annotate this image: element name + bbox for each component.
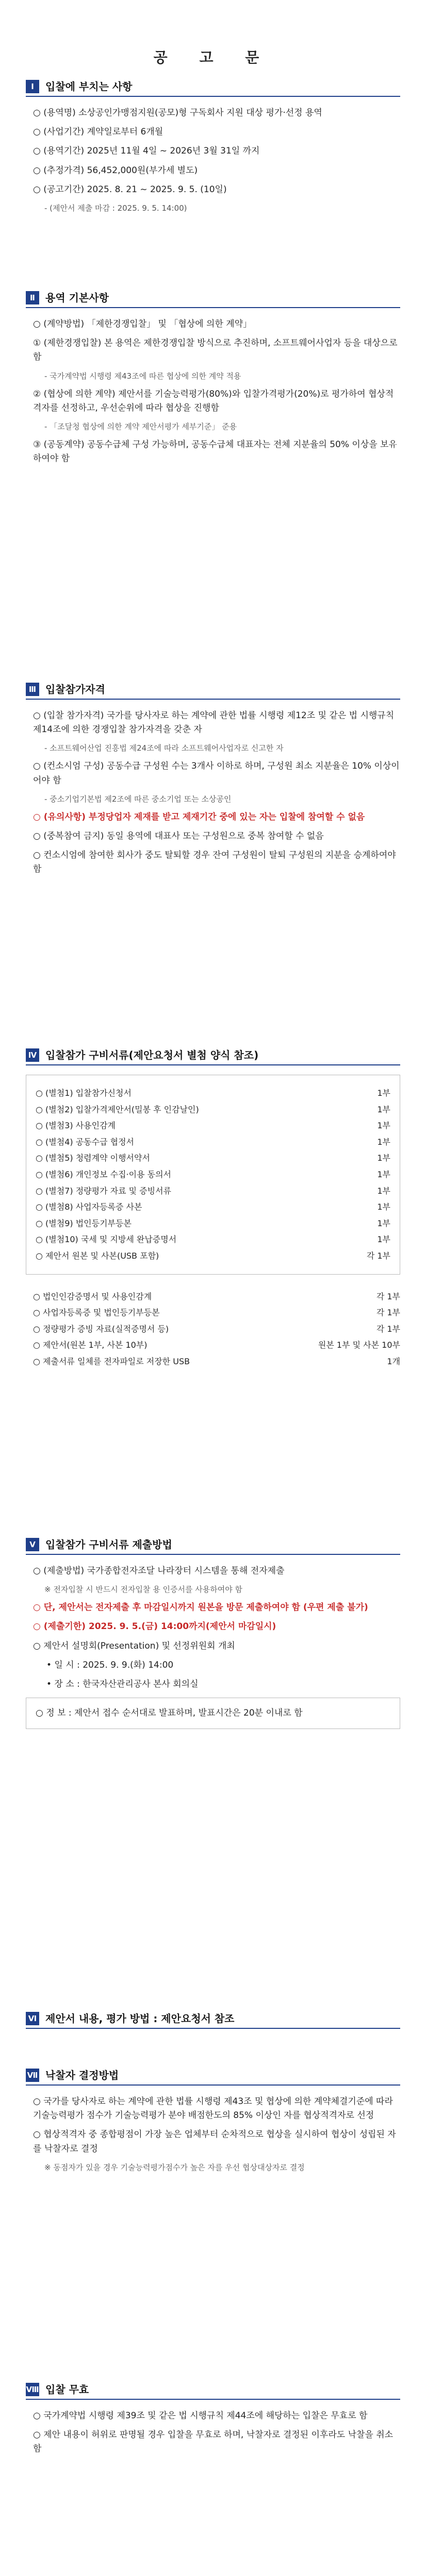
s2-item: ① (제한경쟁입찰) 본 용역은 제한경쟁입찰 방식으로 추진하며, 소프트웨어사업자 등을 대상으로 함 <box>33 338 398 363</box>
doc-qty: 1부 <box>377 1202 390 1212</box>
doc-row <box>36 1119 390 1132</box>
doc-name: ○ 정량평가 증빙 자료(실적증명서 등) <box>33 1324 169 1334</box>
doc-qty: 각 1부 <box>376 1308 400 1318</box>
doc-name: ○ 제출서류 일체를 전자파일로 저장한 USB <box>33 1356 190 1366</box>
doc-row <box>33 1338 400 1352</box>
section-1-number: Ⅰ <box>26 80 39 93</box>
s7-note: ※ 동점자가 있을 경우 기술능력평가점수가 높은 자를 우선 협상대상자로 결정 <box>44 2162 305 2172</box>
section-3-number: Ⅲ <box>26 683 39 696</box>
doc-qty: 1부 <box>377 1121 390 1131</box>
doc-qty: 1부 <box>377 1234 390 1245</box>
doc-name: ○ (별첨8) 사업자등록증 사본 <box>36 1202 142 1212</box>
section-4-number: Ⅳ <box>26 1048 39 1062</box>
section-3-title: 입찰참가자격 <box>45 683 105 696</box>
doc-name: ○ (별첨10) 국세 및 지방세 완납증명서 <box>36 1234 177 1245</box>
doc-name: ○ (별첨9) 법인등기부등본 <box>36 1218 132 1228</box>
section-6-number: Ⅵ <box>26 2012 39 2025</box>
doc-name: ○ (별첨7) 정량평가 자료 및 증빙서류 <box>36 1185 171 1196</box>
section-4-title: 입찰참가 구비서류(제안요청서 별첨 양식 참조) <box>45 1049 259 1061</box>
doc-qty: 1부 <box>377 1088 390 1098</box>
s7-item: ○ 협상적격자 중 종합평점이 가장 높은 업체부터 순차적으로 협상을 실시하여 협상이 성립된 자를 낙찰자로 결정 <box>33 2129 396 2154</box>
section-3 <box>26 680 400 882</box>
section-6 <box>26 2009 400 2038</box>
section-3-header <box>26 680 400 700</box>
section-6-header <box>26 2009 400 2029</box>
s3-item: ○ (중복참여 금지) 동일 용역에 대표사 또는 구성원으로 중복 참여할 수 없음 <box>33 831 324 841</box>
section-8-title: 입찰 무효 <box>45 2383 89 2396</box>
doc-name: ○ (별첨5) 청렴계약 이행서약서 <box>36 1153 150 1163</box>
doc-qty: 1부 <box>377 1218 390 1228</box>
section-8 <box>26 2380 400 2462</box>
section-2-number: Ⅱ <box>26 291 39 304</box>
section-7-number: Ⅶ <box>26 2069 39 2082</box>
s3-note: - 소프트웨어산업 진흥법 제24조에 따라 소프트웨어사업자로 신고한 자 <box>44 743 284 753</box>
s5-item: • 장 소 : 한국자산관리공사 본사 회의실 <box>46 1679 199 1689</box>
doc-name: ○ (별첨4) 공동수급 협정서 <box>36 1137 134 1147</box>
section-7 <box>26 2066 400 2176</box>
s1-item: ○ (추정가격) 56,452,000원(부가세 별도) <box>33 165 198 176</box>
doc-qty: 각 1부 <box>376 1291 400 1301</box>
s2-note: - 국가계약법 시행령 제43조에 따른 협상에 의한 계약 적용 <box>44 371 241 381</box>
s2-item: ② (협상에 의한 계약) 제안서를 기술능력평가(80%)와 입찰가격평가(20%)로 평가하여 협상적격자를 선정하고, 우선순위에 따라 협상을 진행함 <box>33 388 394 413</box>
doc-row <box>33 1355 400 1368</box>
section-2-title: 용역 기본사항 <box>45 292 109 304</box>
section-4 <box>26 1046 400 1371</box>
doc-row <box>33 1290 400 1303</box>
doc-name: ○ (별첨2) 입찰가격제안서(밀봉 후 인감날인) <box>36 1104 199 1114</box>
doc-row <box>36 1249 390 1263</box>
doc-row <box>36 1168 390 1181</box>
doc-qty: 1부 <box>377 1137 390 1147</box>
s5-item: ○ (제출기한) 2025. 9. 5.(금) 14:00까지(제안서 마감일시) <box>33 1621 276 1632</box>
s5-item: ○ 제안서 설명회(Presentation) 및 선정위원회 개최 <box>33 1640 235 1651</box>
s7-item: ○ 국가를 당사자로 하는 계약에 관한 법률 시행령 제43조 및 협상에 의한 계약체결기준에 따라 기술능력평가 점수가 기술능력평가 분야 배점한도의 85% 이상인 자를 협상적격자로 선정 <box>33 2096 393 2121</box>
doc-name: ○ 법인인감증명서 및 사용인감계 <box>33 1291 152 1301</box>
doc-row <box>36 1184 390 1198</box>
s1-item: ○ (사업기간) 계약일로부터 6개월 <box>33 127 163 138</box>
s3-note: - 중소기업기본법 제2조에 따른 중소기업 또는 소상공인 <box>44 794 232 804</box>
section-1-title: 입찰에 부치는 사항 <box>45 80 133 93</box>
s3-item: ○ 컨소시엄에 참여한 회사가 중도 탈퇴할 경우 잔여 구성원이 탈퇴 구성원의 지분을 승계하여야 함 <box>33 850 396 875</box>
doc-row <box>33 1323 400 1336</box>
section-1 <box>26 77 400 216</box>
doc-row <box>36 1136 390 1149</box>
s8-item: ○ 제안 내용이 허위로 판명될 경우 입찰을 무효로 하며, 낙찰자로 결정된 이후라도 낙찰을 취소함 <box>33 2430 394 2454</box>
section-2 <box>26 289 400 471</box>
section-8-header <box>26 2380 400 2400</box>
section-5-title: 입찰참가 구비서류 제출방법 <box>45 1538 172 1551</box>
section-7-title: 낙찰자 결정방법 <box>45 2069 119 2081</box>
section-5-number: Ⅴ <box>26 1538 39 1551</box>
doc-qty: 원본 1부 및 사본 10부 <box>318 1340 400 1350</box>
doc-name: ○ (별첨3) 사용인감계 <box>36 1121 116 1131</box>
page-title: 공 고 문 <box>153 49 273 66</box>
s5-item: • 일 시 : 2025. 9. 9.(화) 14:00 <box>46 1659 174 1670</box>
section-7-header <box>26 2066 400 2086</box>
s1-item: ○ (용역명) 소상공인가맹점지원(공모)형 구독회사 지원 대상 평가·선정 용역 <box>33 108 322 118</box>
doc-name: ○ (별첨1) 입찰참가신청서 <box>36 1088 132 1098</box>
s5-box-text: ○ 정 보 : 제안서 접수 순서대로 발표하며, 발표시간은 20분 이내로 함 <box>36 1708 303 1719</box>
doc-name: ○ 사업자등록증 및 법인등기부등본 <box>33 1308 160 1318</box>
doc-qty: 각 1부 <box>376 1324 400 1334</box>
s5-item: ○ (제출방법) 국가종합전자조달 나라장터 시스템을 통해 전자제출 <box>33 1566 285 1576</box>
s3-item: ○ (유의사항) 부정당업자 제재를 받고 제재기간 중에 있는 자는 입찰에 참여할 수 없음 <box>33 811 365 822</box>
section-4-header <box>26 1046 400 1065</box>
section-5 <box>26 1535 400 1735</box>
doc-qty: 각 1부 <box>366 1250 390 1261</box>
doc-row <box>36 1151 390 1165</box>
doc-qty: 1부 <box>377 1169 390 1179</box>
doc-row <box>36 1233 390 1246</box>
doc-row <box>36 1103 390 1116</box>
s8-item: ○ 국가계약법 시행령 제39조 및 같은 법 시행규칙 제44조에 해당하는 입찰은 무효로 함 <box>33 2411 368 2421</box>
s2-item: ○ (계약방법) 「제한경쟁입찰」 및 「협상에 의한 계약」 <box>33 319 252 329</box>
s2-note: - 「조달청 협상에 의한 계약 제안서평가 세부기준」 준용 <box>44 421 237 431</box>
doc-name: ○ 제안서(원본 1부, 사본 10부) <box>33 1340 148 1350</box>
doc-qty: 1부 <box>377 1153 390 1163</box>
doc-name: ○ (별첨6) 개인정보 수집·이용 동의서 <box>36 1169 171 1179</box>
s5-box <box>26 1698 400 1729</box>
doc-row <box>33 1306 400 1319</box>
s5-item: ○ 단, 제안서는 전자제출 후 마감일시까지 원본을 방문 제출하여야 함 (우편 제출 불가) <box>33 1602 368 1613</box>
section-1-header <box>26 77 400 97</box>
s3-item: ○ (컨소시엄 구성) 공동수급 구성원 수는 3개사 이하로 하며, 구성원 최소 지분율은 10% 이상이어야 함 <box>33 761 400 786</box>
section-5-header <box>26 1535 400 1555</box>
s3-item: ○ (입찰 참가자격) 국가를 당사자로 하는 계약에 관한 법률 시행령 제12조 및 같은 법 시행규칙 제14조에 의한 경쟁입찰 참가자격을 갖춘 자 <box>33 710 395 735</box>
doc-qty: 1개 <box>387 1356 400 1366</box>
doc-qty: 1부 <box>377 1104 390 1114</box>
doc-name: ○ 제안서 원본 및 사본(USB 포함) <box>36 1250 159 1261</box>
section-8-number: Ⅷ <box>26 2383 39 2396</box>
doc-qty: 1부 <box>377 1185 390 1196</box>
s2-item: ③ (공동계약) 공동수급체 구성 가능하며, 공동수급체 대표자는 전체 지분율의 50% 이상을 보유하여야 함 <box>33 439 397 464</box>
s1-item: ○ (공고기간) 2025. 8. 21 ~ 2025. 9. 5. (10일) <box>33 184 227 195</box>
s5-note: ※ 전자입찰 시 반드시 전자입찰 용 인증서를 사용하여야 함 <box>44 1585 242 1595</box>
s1-sub: - (제안서 제출 마감 : 2025. 9. 5. 14:00) <box>44 203 187 213</box>
doc-row <box>36 1200 390 1214</box>
required-docs-list <box>26 1075 400 1275</box>
doc-row <box>36 1217 390 1230</box>
extra-docs-list <box>33 1290 400 1368</box>
section-6-title: 제안서 내용, 평가 방법 : 제안요청서 참조 <box>45 2012 235 2025</box>
s1-item: ○ (용역기간) 2025년 11월 4일 ~ 2026년 3월 31일 까지 <box>33 146 260 157</box>
section-2-header <box>26 289 400 308</box>
doc-row <box>36 1087 390 1100</box>
